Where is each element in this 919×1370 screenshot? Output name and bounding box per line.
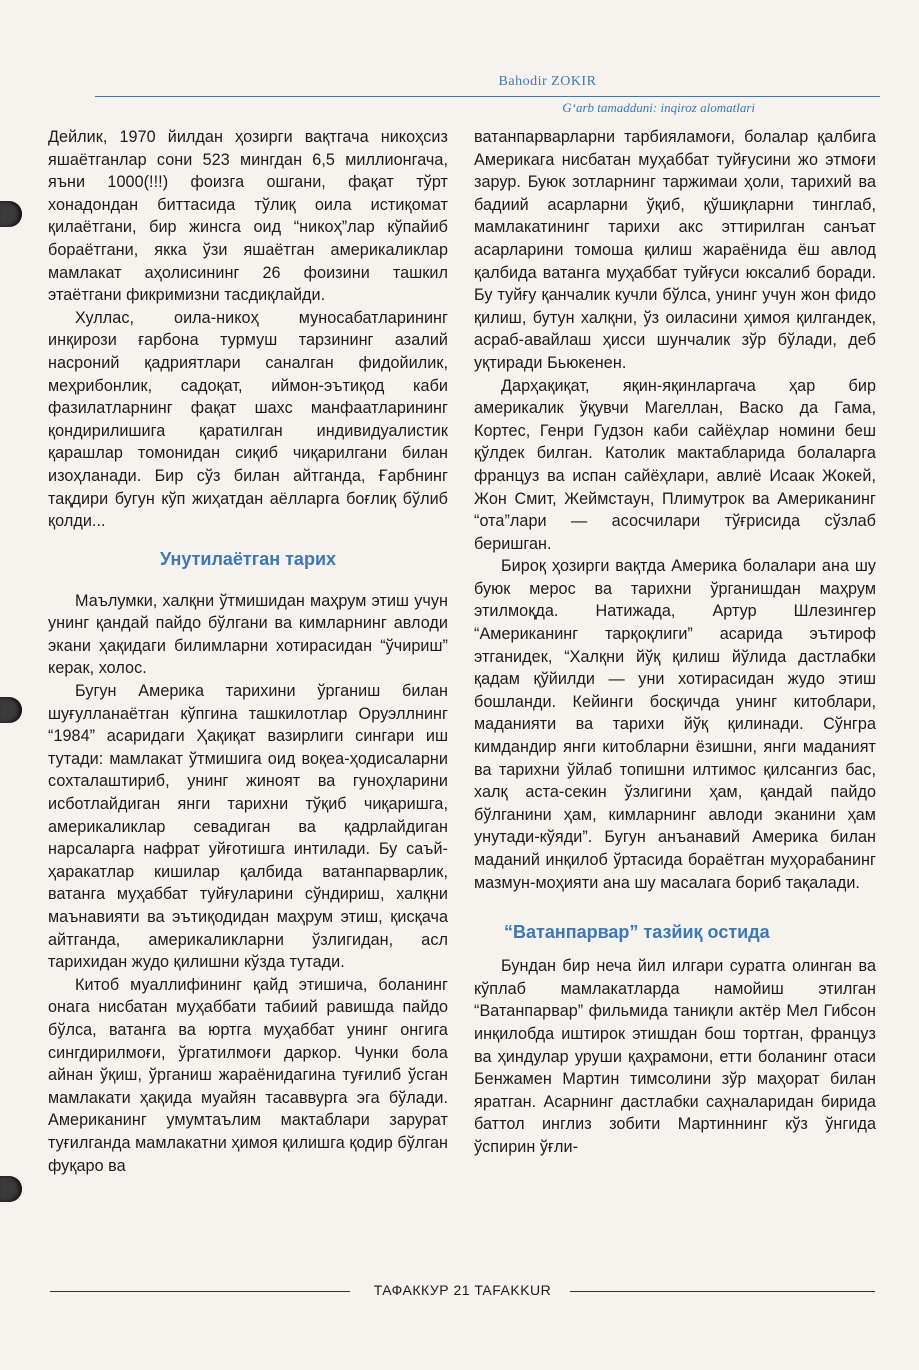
paragraph: Бундан бир неча йил илгари суратга олинган ва кўплаб мамлакатларда намойиш этилган “Ватанпарвар” фильмида таниқли актёр Мел Гибсон инқилобда иштирок этишдан бош тортган, француз ва ҳиндулар уруши қаҳрамони, етти боланинг отаси Бенжамен Мартин тимсолини зўр маҳорат билан яратган. Асарнинг дастлабки саҳналаридан бирида баттол инглиз зобити Мартиннинг кўз ўнгида ўспирин ўғли- [474, 957, 876, 1156]
binder-hole [0, 1176, 22, 1202]
footer-rule [570, 1291, 875, 1292]
paragraph: Маълумки, халқни ўтмишидан маҳрум этиш учун унинг қандай пайдо бўлгани ва кимларнинг авлоди экани ҳақидаги билимларни хотирасидан “ўчириш” керак, холос. [48, 591, 448, 678]
paragraph: Дейлик, 1970 йилдан ҳозирги вақтгача никоҳсиз яшаётганлар сони 523 мингдан 6,5 миллионгача, яъни 1000(!!!) фоизга ошгани, фақат тўрт хонадондан биттасида тўлиқ оила истиқомат қилаётгани, бир жинсга оид “никоҳ”лар кўпайиб бораётгани, якка ўзи яшаётган америкаликлар мамлакат аҳолисининг 26 фоизини ташкил этаётгани фикримизни тасдиқлайди. [48, 128, 448, 305]
header-rule [95, 96, 880, 97]
paragraph: Бироқ ҳозирги вақтда Америка болалари ана шу буюк мерос ва тарихни ўрганишдан маҳрум этилмоқда. Натижада, Артур Шлезингер “Американинг тарқоқлиги” асарида эътироф этганидек, “Халқни йўқ қилиш йўлида дастлабки қадам қўйилди — уни хотирасидан жудо этиш бошланди. Кейинги босқичда унинг китоблари, маданияти ва тарихи йўқ қилинади. Сўнгра кимдандир янги китобларни ёзишни, янги маданият ва тарихни ўйлаб топишни илтимос қилсангиз бас, халқ аста-секин ўзлигини ҳам, қандай пайдо бўлганини ҳам, кимларнинг авлоди эканини ҳам унутади-кўяди”. Бугун анъанавий Америка билан маданий инқилоб ўртасида бораётган муҳорабанинг мазмун-моҳияти ана шу масалага бориб тақалади. [474, 557, 876, 892]
section-heading: “Ватанпарвар” тазйиқ остида [504, 922, 770, 943]
header-subtitle: G‘arb tamadduni: inqiroz alomatlari [562, 100, 755, 115]
page-footer [50, 1281, 875, 1301]
paragraph: Китоб муаллифининг қайд этишича, боланинг онага нисбатан муҳаббати табиий равишда пайдо бўлса, ватанга ва юртга муҳаббат унинг онгига сингдирилмоғи, ўргатилмоғи даркор. Чунки бола айнан ўқиш, ўрганиш жараёнидагина туғилиб ўсган мамлакати ҳақида муайян тасаввурга эга бўлади. Американинг умумтаълим мактаблари зарурат туғилганда мамлакатни ҳимоя қилишга қодир бўлган фуқаро ва [48, 975, 448, 1175]
running-header [95, 74, 880, 116]
paragraph: ватанпарварларни тарбияламоғи, болалар қалбига Америкага нисбатан муҳаббат туйғусини жо этмоғи зарур. Буюк зотларнинг таржимаи ҳоли, тарихий ва бадиий асарларни ўқиб, қўшиқларни тинглаб, мамлакатининг тарихи акс эттирилган санъат асарларини томоша қилиш жараёнида ёш авлод қалбида ватанга муҳаббат туйғуси юксалиб боради. Бу туйғу қанчалик кучли бўлса, унинг учун жон фидо қилиш, бутун халқни, ўз оиласини ҳимоя қилгандек, асраб-авайлаш ҳисси шунчалик зўр бўлади, деб уқтиради Бьюкенен. [474, 128, 876, 372]
binder-hole [0, 201, 22, 227]
binder-hole [0, 697, 22, 723]
footer-page-label: ТАФАККУР 21 TAFAKKUR [373, 1282, 552, 1298]
paragraph: Дарҳақиқат, яқин-яқинларгача ҳар бир америкалик ўқувчи Магеллан, Васко да Гама, Кортес, Генри Гудзон каби сайёҳлар номини беш қўлдек билган. Католик мактабларида болаларга француз ва испан сайёҳлари, авлиё Исаак Жокей, Жон Смит, Жеймстаун, Плимутрок ва Американинг “ота”лари — асосчилари тўғрисида сўзлаб беришган. [474, 376, 876, 553]
section-heading: Унутилаётган тарих [159, 548, 337, 569]
header-author: Bahodir ZOKIR [498, 74, 597, 89]
paragraph: Хуллас, оила-никоҳ муносабатларининг инқирози ғарбона турмуш тарзининг азалий насроний қадриятлари саналган фидойилик, меҳрибонлик, садоқат, иймон-эътиқод каби фазилатларнинг фақат шахс манфаатларининг қондирилишига қаратилган индивидуалистик қарашлар томонидан сиқиб чиқарилгани билан изоҳланади. Бир сўз билан айтганда, Ғарбнинг тақдири бугун кўп жиҳатдан аёлларга боғлиқ бўлиб қолди... [48, 308, 448, 531]
paragraph: Бугун Америка тарихини ўрганиш билан шуғулланаётган кўпгина ташкилотлар Оруэллнинг “1984” асаридаги Ҳақиқат вазирлиги сингари иш тутади: мамлакат ўтмишига оид воқеа-ҳодисаларни сохталаштириб, унинг жиноят ва гуноҳларини исботлайдиган янги тарихни тўқиб чиқаришга, америкаликлар севадиган ва қадрлайдиган нарсаларга нафрат уйғотишга интилади. Бу саъй-ҳаракатлар кишилар қалбида ватанпарварлик, ватанга муҳаббат туйғуларини сўндириш, халқни маънавияти ва эътиқодидан маҳрум этиш, қисқача айтганда, америкаликларни ўзлигидан, асл тарихидан жудо қилишни кўзда тутади. [48, 682, 448, 972]
right-column [474, 126, 876, 1159]
left-column [48, 126, 448, 1177]
